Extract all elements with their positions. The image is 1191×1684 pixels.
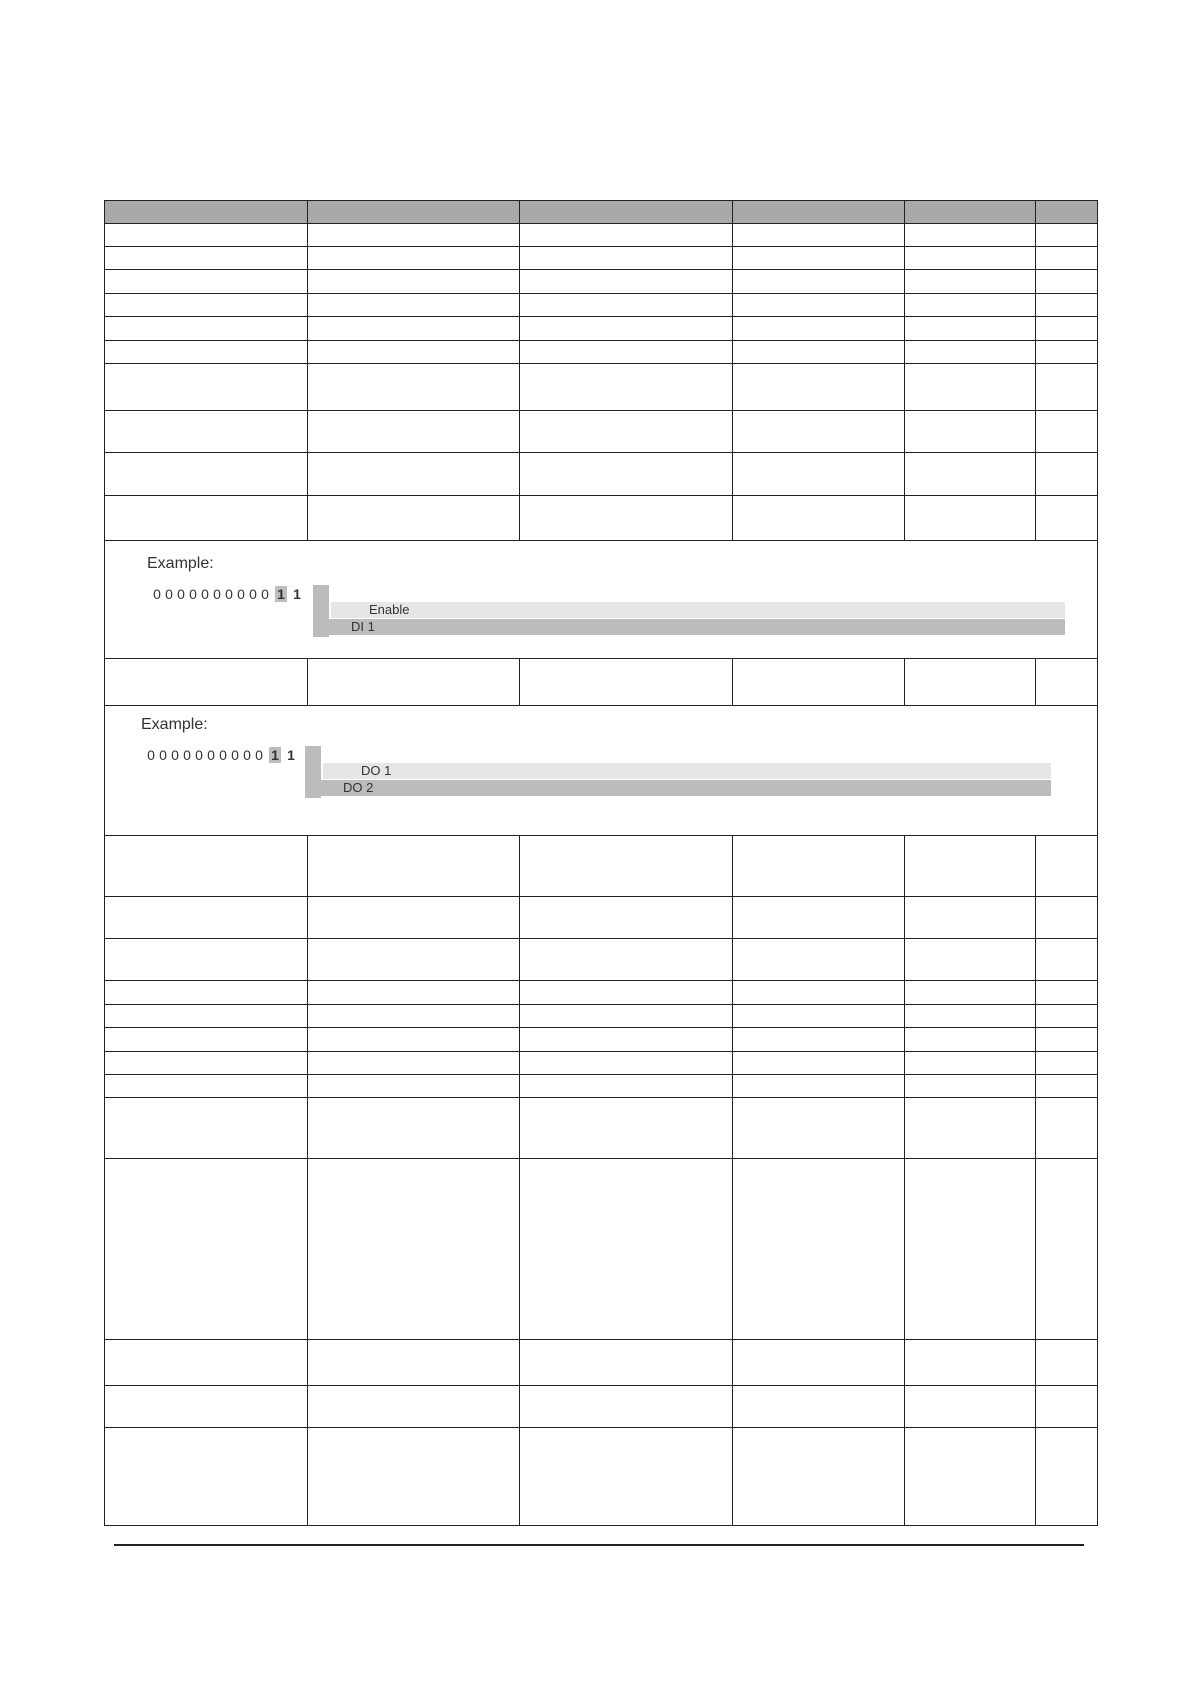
table-row (105, 224, 1098, 247)
footer-rule (114, 1544, 1084, 1546)
bit: 1 (293, 586, 301, 602)
example-row-outputs (105, 706, 1098, 836)
example-title: Example: (141, 716, 208, 733)
bit-sequence (145, 747, 297, 763)
table-row (105, 1052, 1098, 1075)
table-row (105, 1098, 1098, 1159)
bit: 0 (165, 586, 173, 602)
bit-sequence (151, 586, 303, 602)
bit: 0 (201, 586, 209, 602)
table-row (105, 496, 1098, 541)
bit: 1 (275, 586, 287, 602)
bit: 0 (195, 747, 203, 763)
table-row (105, 981, 1098, 1005)
bit: 1 (287, 747, 295, 763)
table-row (105, 247, 1098, 270)
bit: 0 (213, 586, 221, 602)
example-cell-inputs (105, 541, 1098, 659)
bit: 0 (255, 747, 263, 763)
table-row (105, 1340, 1098, 1386)
table-row (105, 1075, 1098, 1098)
bit-label-di1: DI 1 (313, 619, 1065, 635)
bit: 0 (171, 747, 179, 763)
bit-label-enable: Enable (331, 602, 1065, 618)
parameter-table (104, 200, 1098, 1526)
bit: 0 (207, 747, 215, 763)
table-row (105, 939, 1098, 981)
example-title: Example: (147, 555, 214, 572)
table-row (105, 1386, 1098, 1428)
bit: 0 (159, 747, 167, 763)
table-row (105, 1159, 1098, 1340)
table-row (105, 1028, 1098, 1052)
bit: 0 (261, 586, 269, 602)
table-row (105, 411, 1098, 453)
example-row-inputs (105, 541, 1098, 659)
bit: 0 (249, 586, 257, 602)
table-row (105, 294, 1098, 317)
bit-label-do2: DO 2 (305, 780, 1051, 796)
bit: 0 (183, 747, 191, 763)
bit: 1 (269, 747, 281, 763)
table-row (105, 341, 1098, 364)
example-cell-outputs (105, 706, 1098, 836)
bitmask-example-outputs (105, 706, 1097, 835)
table-row (105, 270, 1098, 294)
bit: 0 (147, 747, 155, 763)
table-row (105, 836, 1098, 897)
table-row (105, 1005, 1098, 1028)
bit-label-do1: DO 1 (323, 763, 1051, 779)
bit: 0 (243, 747, 251, 763)
table-row (105, 364, 1098, 411)
bitmask-example-inputs (105, 541, 1097, 658)
bit: 0 (231, 747, 239, 763)
table-header-row (105, 201, 1098, 224)
table-row (105, 317, 1098, 341)
table-row (105, 897, 1098, 939)
bit: 0 (189, 586, 197, 602)
bit: 0 (153, 586, 161, 602)
bit: 0 (225, 586, 233, 602)
bit: 0 (237, 586, 245, 602)
bit: 0 (219, 747, 227, 763)
bit: 0 (177, 586, 185, 602)
table-row (105, 659, 1098, 706)
table-row (105, 453, 1098, 496)
table-row (105, 1428, 1098, 1526)
